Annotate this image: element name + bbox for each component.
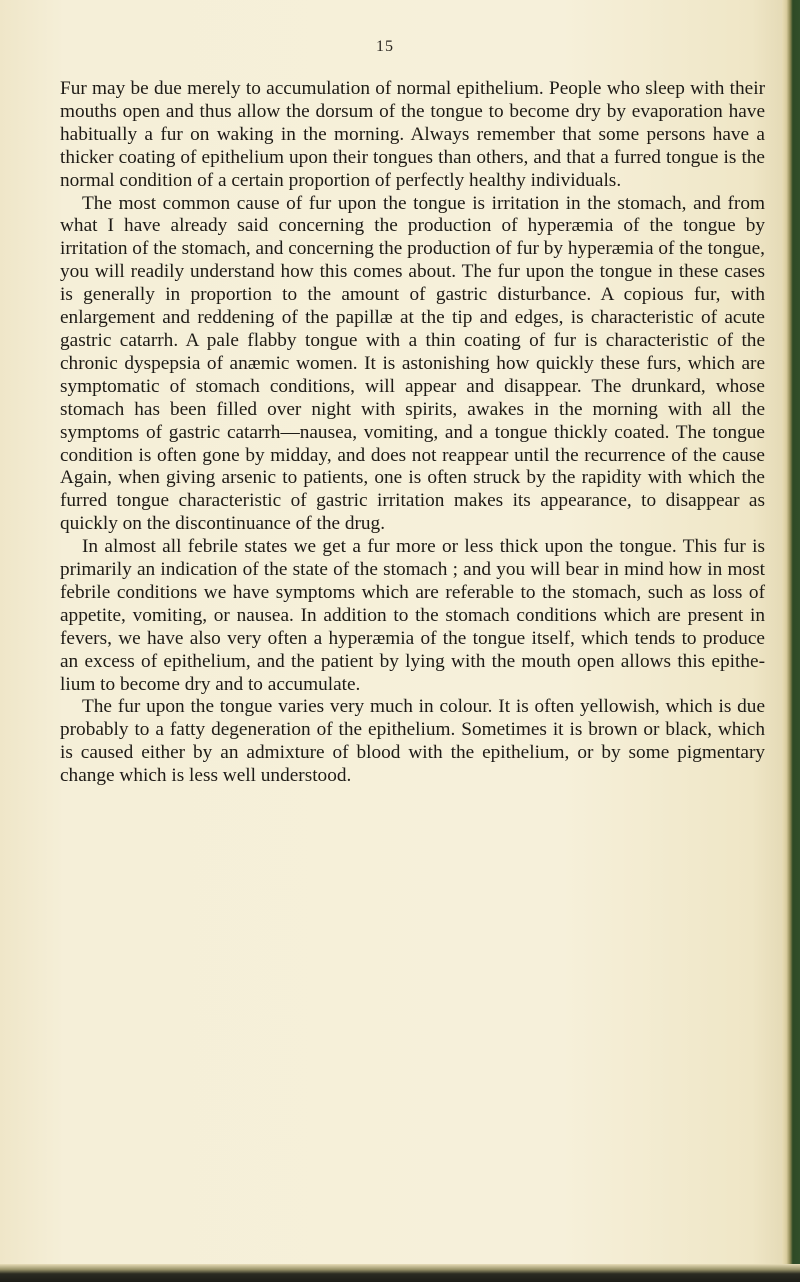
page-number: 15 (376, 38, 394, 55)
paragraph-febrile-states: In almost all febrile states we get a fur more or less thick upon the tongue. This fur is primarily an indication of the state of the stomach ; and you will bear in mind how in most febrile conditions we have symptoms which are referable to the stomach, such as loss of appetite, vomiting, or nausea. In addition to the stomach conditions which are present in fevers, we have also very often a hyperæmia of the tongue itself, which tends to produce an excess of epithelium, and the patient by lying with the mouth open allows this epithelium to become dry and to accumulate. (60, 536, 765, 695)
paragraph-fur-colour: The fur upon the tongue varies very much in colour. It is often yellowish, which is due probably to a fatty degeneration of the epithelium. Sometimes it is brown or black, which is caused either by an admixture of blood with the epithelium, or by some pigmentary change which is less well understood. (60, 696, 765, 787)
paragraph-fur-causes: Fur may be due merely to accumulation of normal epithelium. People who sleep with their mouths open and thus allow the dorsum of the tongue to become dry by evaporation have habitually a fur on waking in the morning. Always remember that some persons have a thicker coating of epithelium upon their tongues than others, and that a furred tongue is the normal condition of a certain proportion of perfectly healthy individuals. (60, 78, 765, 191)
page-bottom-edge (0, 1264, 800, 1282)
body-text (60, 78, 765, 788)
paragraph-stomach-irritation: The most common cause of fur upon the tongue is irritation in the stomach, and from what I have already said concerning the production of hyperæmia of the tongue by irritation of the stomach, and concerning the production of fur by hyperæmia of the tongue, you will readily understand how this comes about. The fur upon the tongue in these cases is generally in proportion to the amount of gastric disturbance. A copious fur, with enlargement and reddening of the papillæ at the tip and edges, is characteristic of acute gastric catarrh. A pale flabby tongue with a thin coating of fur is characteristic of the chronic dyspepsia of anæmic women. It is astonishing how quickly these furs, which are symptomatic of stomach conditions, will appear and disappear. The drunkard, whose stomach has been filled over night with spirits, awakes in the morning with all the symptoms of gastric catarrh—nausea, vomiting, and a tongue thickly coated. The tongue condition is often gone by midday, and does not reappear until the recurrence of the cause Again, when giving arsenic to patients, one is often struck by the rapidity with which the furred tongue characteristic of gastric irritation makes its appearance, to disappear as quickly on the discontinuance of the drug. (60, 192, 765, 535)
book-spine-edge (782, 0, 800, 1282)
